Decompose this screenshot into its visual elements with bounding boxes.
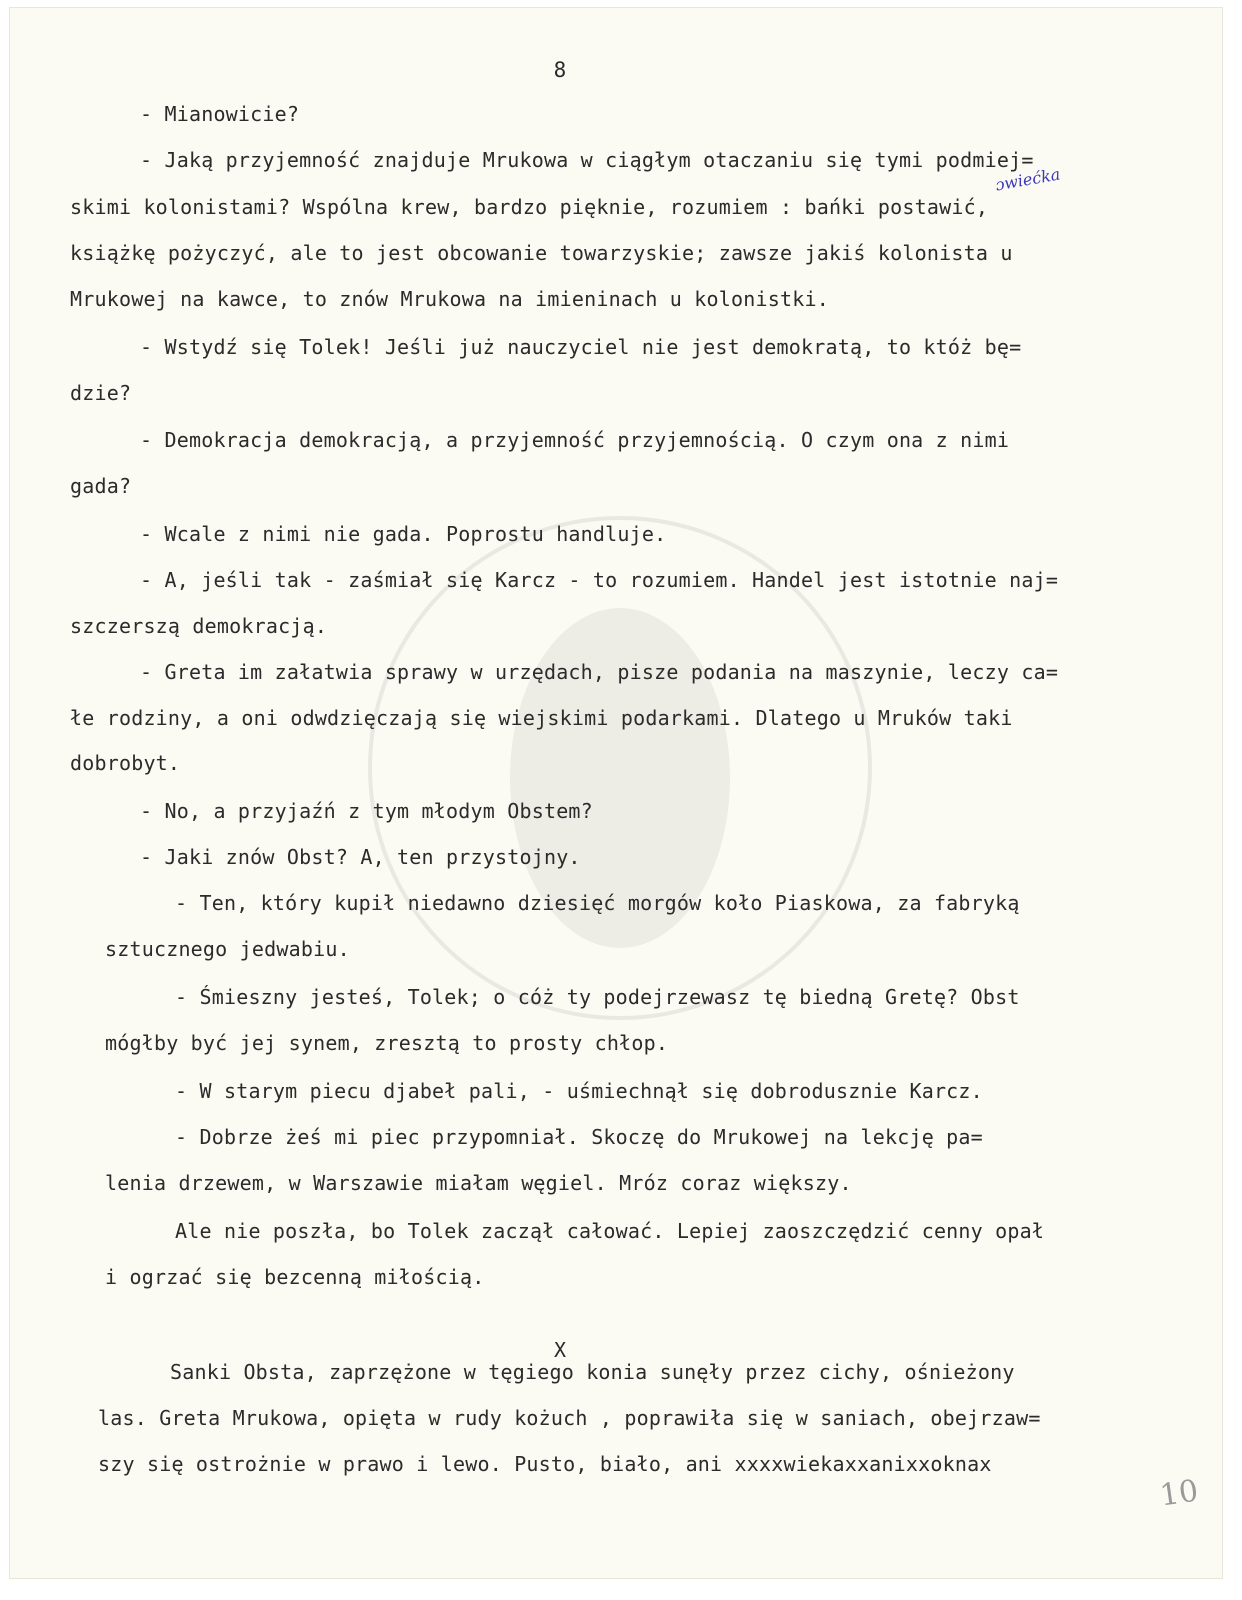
text-line: - No, a przyjaźń z tym młodym Obstem? [140,799,593,823]
text-line: - A, jeśli tak - zaśmiał się Karcz - to rozumiem. Handel jest istotnie naj= [140,568,1059,592]
text-line: - Śmieszny jesteś, Tolek; o cóż ty podejrzewasz tę biedną Gretę? Obst [175,985,1020,1009]
section-heading: X [553,1338,567,1362]
text-line: las. Greta Mrukowa, opięta w rudy kożuch , poprawiła się w saniach, obejrzaw= [98,1406,1041,1430]
margin-page-number: 10 [1157,1473,1201,1514]
text-line: lenia drzewem, w Warszawie miałam węgiel. Mróz coraz większy. [105,1171,852,1195]
text-line: - Jaką przyjemność znajduje Mrukowa w ciągłym otaczaniu się tymi podmiej= [140,148,1034,172]
text-line: książkę pożyczyć, ale to jest obcowanie towarzyskie; zawsze jakiś kolonista u [70,241,1013,265]
text-line: - Demokracja demokracją, a przyjemność przyjemnością. O czym ona z nimi [140,428,1010,452]
text-line: - Mianowicie? [140,102,300,126]
text-line: Ale nie poszła, bo Tolek zaczął całować. Lepiej zaoszczędzić cenny opał [175,1219,1045,1243]
text-line: - W starym piecu djabeł pali, - uśmiechnął się dobrodusznie Karcz. [175,1079,983,1103]
text-line: dzie? [70,381,132,405]
text-line: i ogrzać się bezcenną miłością. [105,1265,485,1289]
handwritten-correction: ɔwiećka [993,164,1062,195]
text-line: - Dobrze żeś mi piec przypomniał. Skoczę do Mrukowej na lekcję pa= [175,1125,983,1149]
text-line: - Wcale z nimi nie gada. Poprostu handluje. [140,522,667,546]
text-line: gada? [70,474,132,498]
text-line: szy się ostrożnie w prawo i lewo. Pusto, biało, ani xxxxwiekaxxanixxoknax [98,1452,992,1476]
text-line: sztucznego jedwabiu. [105,937,350,961]
text-line: dobrobyt. [70,751,181,775]
text-line: - Ten, który kupił niedawno dziesięć morgów koło Piaskowa, za fabryką [175,891,1020,915]
text-line: - Greta im załatwia sprawy w urzędach, pisze podania na maszynie, leczy ca= [140,660,1059,684]
text-line: szczerszą demokracją. [70,614,328,638]
text-line: skimi kolonistami? Wspólna krew, bardzo pięknie, rozumiem : bańki postawić, [70,195,989,219]
text-line: mógłby być jej synem, zresztą to prosty chłop. [105,1031,669,1055]
page-number: 8 [553,58,567,82]
text-line: łe rodziny, a oni odwdzięczają się wiejskimi podarkami. Dlatego u Mruków taki [70,706,1013,730]
text-line: Sanki Obsta, zaprzężone w tęgiego konia sunęły przez cichy, ośnieżony [170,1360,1015,1384]
text-line: - Jaki znów Obst? A, ten przystojny. [140,845,581,869]
text-line: Mrukowej na kawce, to znów Mrukowa na imieninach u kolonistki. [70,287,829,311]
document-page [10,8,1222,1578]
text-line: - Wstydź się Tolek! Jeśli już nauczyciel nie jest demokratą, to któż bę= [140,335,1022,359]
